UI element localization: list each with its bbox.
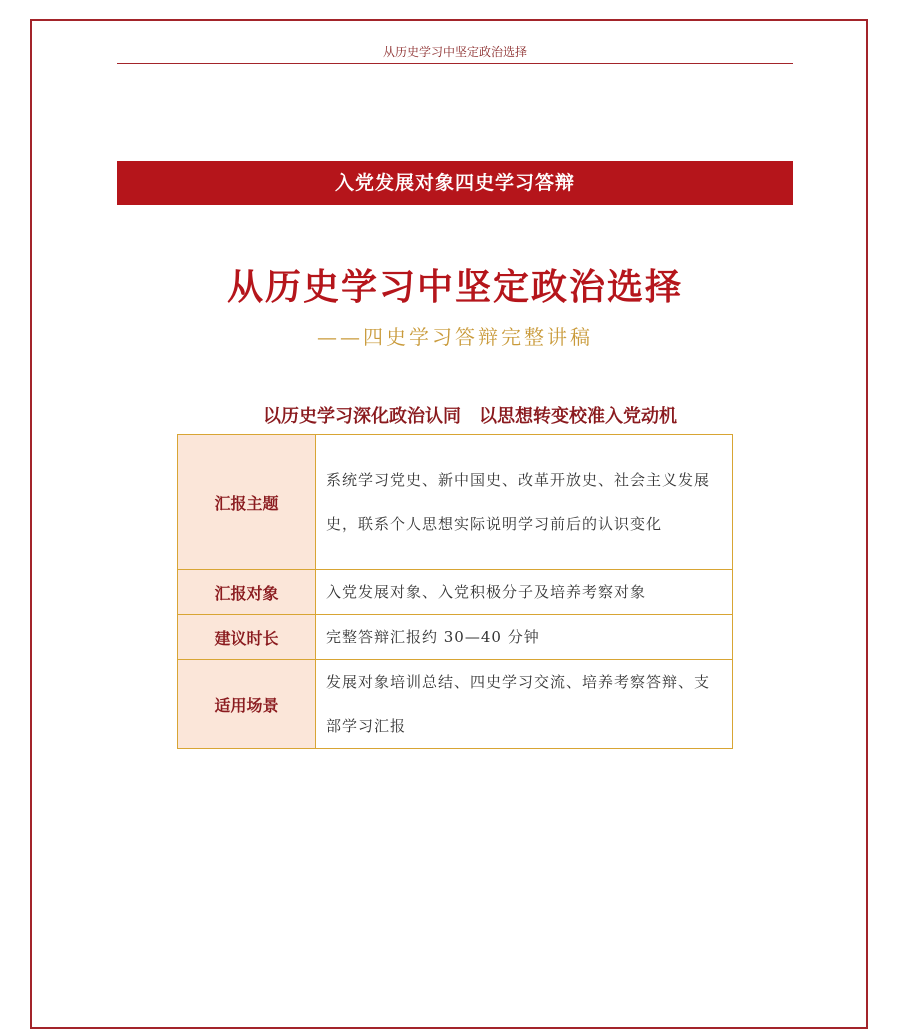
table-value-duration: 完整答辩汇报约 30—40 分钟 xyxy=(316,615,733,660)
table-value-target: 入党发展对象、入党积极分子及培养考察对象 xyxy=(316,570,733,615)
table-row-target xyxy=(178,570,733,615)
section-banner: 入党发展对象四史学习答辩 xyxy=(117,161,793,205)
section-subheading: 以历史学习深化政治认同 以思想转变校准入党动机 xyxy=(263,406,677,427)
table-row-theme xyxy=(178,435,733,570)
info-table xyxy=(177,434,733,749)
table-label-scene: 适用场景 xyxy=(178,660,316,749)
table-value-theme: 系统学习党史、新中国史、改革开放史、社会主义发展史，联系个人思想实际说明学习前后的认识变化 xyxy=(316,435,733,570)
page-subtitle: ——四史学习答辩完整讲稿 xyxy=(317,325,593,349)
table-row-scene xyxy=(178,660,733,749)
table-label-duration: 建议时长 xyxy=(178,615,316,660)
table-label-target: 汇报对象 xyxy=(178,570,316,615)
page-title: 从历史学习中坚定政治选择 xyxy=(226,267,683,308)
header-rule xyxy=(117,63,793,64)
table-row-duration xyxy=(178,615,733,660)
table-value-scene: 发展对象培训总结、四史学习交流、培养考察答辩、支部学习汇报 xyxy=(316,660,733,749)
table-label-theme: 汇报主题 xyxy=(178,435,316,570)
running-header: 从历史学习中坚定政治选择 xyxy=(382,45,527,59)
